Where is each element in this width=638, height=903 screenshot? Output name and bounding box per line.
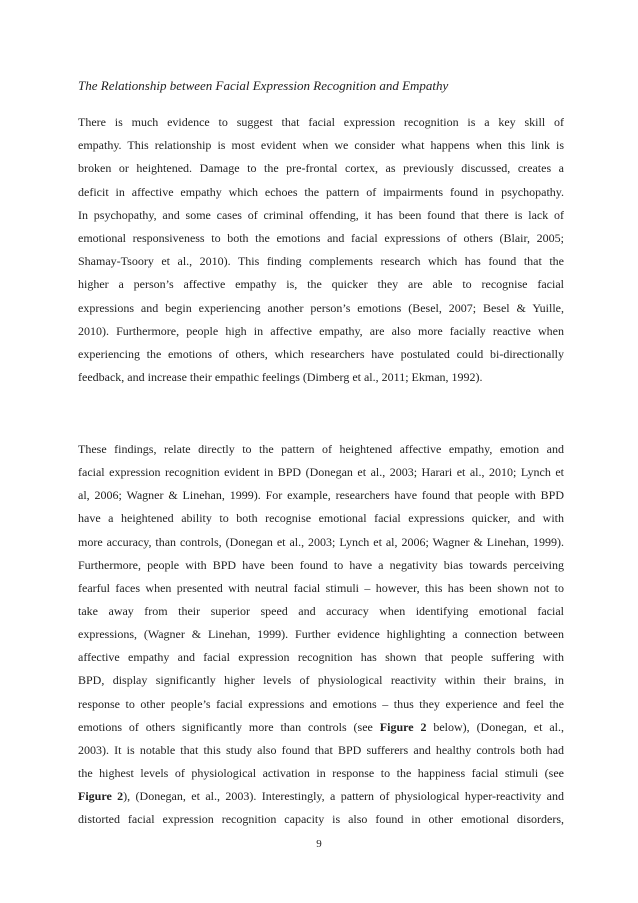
section-heading: The Relationship between Facial Expression Recognition and Empathy	[78, 78, 449, 93]
figure-reference: Figure 2	[379, 719, 427, 734]
text-line: feedback, and increase their empathic feelings (Dimberg et al., 2011; Ekman, 1992).	[78, 370, 483, 385]
text-line: facial expression recognition evident in BPD (Donegan et al., 2003; Harari et al., 2010; Lynch et	[78, 465, 564, 480]
text-line: have a heightened ability to both recognise emotional facial expressions quicker, and with	[78, 511, 564, 526]
text-line: affective empathy and facial expression recognition has shown that people suffering with	[78, 650, 564, 665]
text-line: more accuracy, than controls, (Donegan et al., 2003; Lynch et al, 2006; Wagner & Linehan, 1999).	[78, 534, 564, 549]
paragraph-1	[78, 111, 564, 389]
text-fragment: below), (Donegan, et al.,	[426, 719, 564, 734]
text-line: 2010). Furthermore, people high in affective empathy, are also more facially reactive when	[78, 323, 564, 338]
text-line: broken or heightened. Damage to the pre-frontal cortex, as previously discussed, creates a	[78, 161, 564, 176]
text-line: Shamay-Tsoory et al., 2010). This finding complements research which has found that the	[78, 254, 564, 269]
text-fragment: ), (Donegan, et al., 2003). Interestingly, a pattern of physiological hyper-reactivity and	[123, 789, 564, 804]
text-line: higher a person’s affective empathy is, the quicker they are able to recognise facial	[78, 277, 564, 292]
paragraph-2	[78, 438, 564, 831]
text-line: empathy. This relationship is most evident when we consider what happens when this link is	[78, 138, 564, 153]
text-line: There is much evidence to suggest that facial expression recognition is a key skill of	[78, 115, 564, 129]
text-line: emotional responsiveness to both the emotions and facial expressions of others (Blair, 2005;	[78, 230, 564, 245]
text-line	[78, 716, 564, 739]
text-line: Furthermore, people with BPD have been found to have a negativity bias towards perceiving	[78, 557, 564, 572]
text-line: expressions and begin experiencing another person’s emotions (Besel, 2007; Besel & Yuille,	[78, 300, 564, 315]
text-line: distorted facial expression recognition capacity is also found in other emotional disorders,	[78, 812, 564, 827]
text-line: fearful faces when presented with neutral facial stimuli – however, this has been shown not to	[78, 580, 564, 595]
text-line: response to other people’s facial expressions and emotions – thus they experience and feel the	[78, 696, 564, 711]
text-line: expressions, (Wagner & Linehan, 1999). Further evidence highlighting a connection between	[78, 627, 564, 642]
page-number: 9	[316, 838, 322, 850]
text-line: experiencing the emotions of others, which researchers have postulated could bi-directionally	[78, 346, 564, 361]
text-line: BPD, display significantly higher levels of physiological reactivity within their brains, in	[78, 673, 564, 688]
text-line: These findings, relate directly to the pattern of heightened affective empathy, emotion and	[78, 442, 564, 456]
text-line: take away from their superior speed and accuracy when identifying emotional facial	[78, 603, 564, 618]
text-line: deficit in affective empathy which echoes the pattern of impairments found in psychopathy.	[78, 184, 564, 199]
text-line: the highest levels of physiological activation in response to the happiness facial stimuli (see	[78, 765, 564, 780]
figure-reference: Figure 2	[78, 789, 124, 804]
text-line: 2003). It is notable that this study also found that BPD sufferers and healthy controls both had	[78, 742, 564, 757]
text-fragment: emotions of others significantly more than controls (see	[78, 719, 380, 734]
text-line: In psychopathy, and some cases of criminal offending, it has been found that there is lack of	[78, 207, 564, 222]
text-line: al, 2006; Wagner & Linehan, 1999). For example, researchers have found that people with BPD	[78, 488, 564, 503]
text-line	[78, 785, 564, 808]
